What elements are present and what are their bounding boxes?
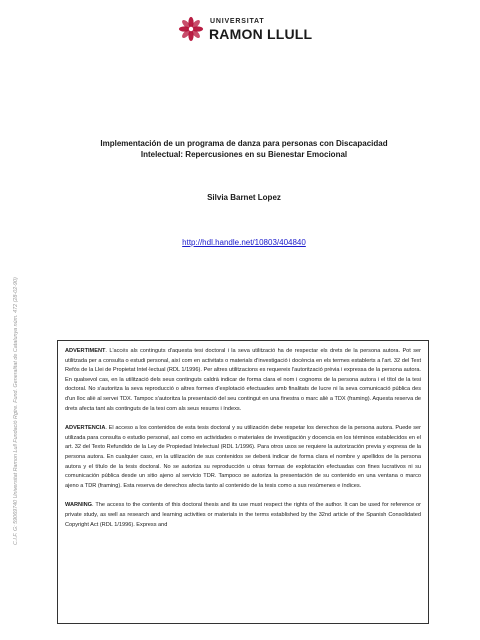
handle-link-container <box>60 238 428 247</box>
notice-catalan <box>65 347 421 414</box>
copyright-notice-box <box>57 340 429 624</box>
notice-english <box>65 501 421 530</box>
university-emblem-icon <box>178 16 204 42</box>
handle-link[interactable]: http://hdl.handle.net/10803/404840 <box>182 238 306 247</box>
logo-top-line: UNIVERSITAT <box>210 18 265 25</box>
thesis-title-line-2: Intelectual: Repercusiones en su Bienestar Emocional <box>140 150 348 159</box>
notice-body: . El acceso a los contenidos de esta tesis doctoral y su utilización debe respetar los derechos de la persona autora. Puede ser utilizada para consulta o estudio personal, así como en actividades o materiales de investigación y docencia en los términos establecidos en el art. 32 del Texto Refundido de la Ley de Propiedad Intelectual (RDL 1/1996). Para otros usos se requiere la autorización previa y expresa de la persona autora. En cualquier caso, en la utilización de sus contenidos se deberá indicar de forma clara el nombre y apellidos de la persona autora y el título de la tesis doctoral. No se autoriza su reproducción u otras formas de explotación efectuadas con fines lucrativos ni su comunicación pública desde un sitio ajeno al servicio TDR. Tampoco se autoriza la presentación de su contenido en una ventana o marco ajeno a TDR (framing). Esta reserva de derechos afecta tanto al contenido de la tesis como a sus resúmenes e índices. <box>65 425 421 489</box>
side-margin-text <box>1 165 19 545</box>
thesis-title <box>60 138 428 160</box>
thesis-title-line-1: Implementación de un programa de danza para personas con Discapacidad <box>100 139 388 148</box>
notice-body: . The access to the contents of this doctoral thesis and its use must respect the rights of the author. It can be used for reference or private study, as well as research and learning activities or materials in the terms established by the 32nd article of the Spanish Consolidated Copyright Act (RDL 1/1996). Express and <box>65 502 421 528</box>
registry-text: C.I.F. G: 59069740 Universitat Ramon Lull Fundació Rgtre. Fund. Generalitat de Catalunya núm. 472 (28-02-90) <box>13 277 19 545</box>
notice-heading: ADVERTIMENT <box>65 348 106 354</box>
notice-spanish <box>65 424 421 491</box>
notice-heading: ADVERTENCIA <box>65 425 106 432</box>
notice-body: . L'accés als continguts d'aquesta tesi doctoral i la seva utilització ha de respectar els drets de la persona autora. Pot ser utilitzada per a consulta o estudi personal, així com en activitats o materials d'investigació i docència en els termes establerts a l'art. 32 del Text Refós de la Llei de Propietat Intel·lectual (RDL 1/1996). Per altres utilitzacions es requereix l'autorització prèvia i expressa de la persona autora. En qualsevol cas, en la utilització dels seus continguts caldrà indicar de forma clara el nom i cognoms de la persona autora i el títol de la tesi doctoral. No s'autoritza la seva reproducció o altres formes d'explotació efectuades amb finalitats de lucre ni la seva comunicació pública des d'un lloc aliè al servei TDX. Tampoc s'autoritza la presentació del seu contingut en una finestra o marc aliè a TDX (framing). Aquesta reserva de drets afecta tant als continguts de la tesi com als seus resums i índexs. <box>65 348 421 412</box>
university-logo <box>178 16 314 50</box>
logo-main-line: RAMON LLULL <box>209 26 313 42</box>
author-name: Silvia Barnet Lopez <box>207 193 281 202</box>
notice-heading: WARNING <box>65 502 93 509</box>
